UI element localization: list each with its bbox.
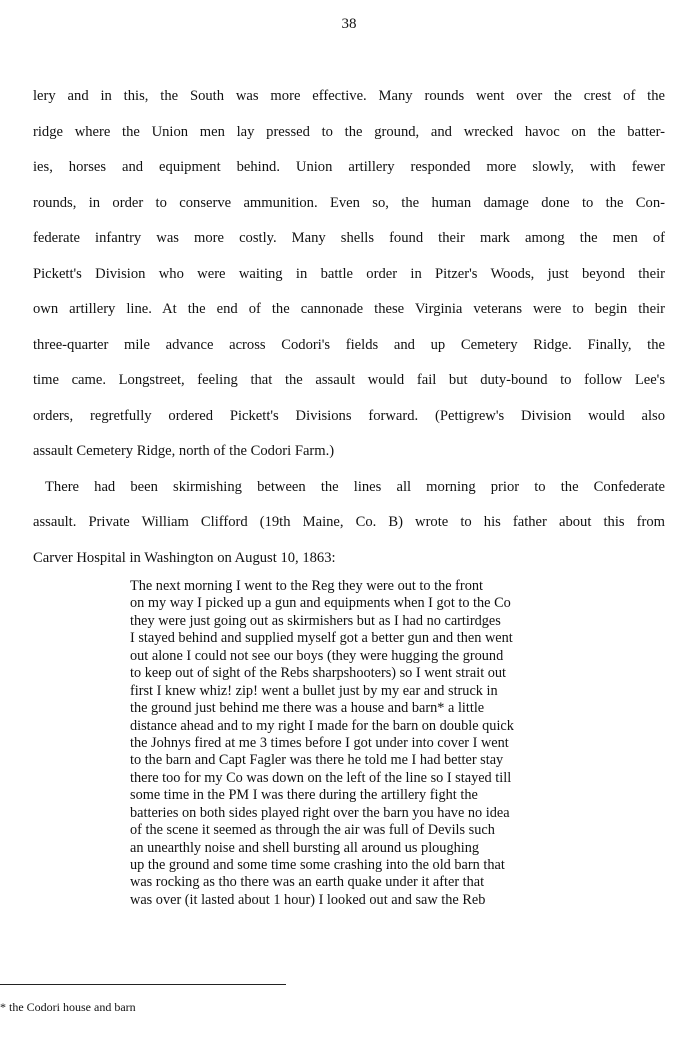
paragraph-line: There had been skirmishing between the lines all morning prior to the Confederate: [45, 478, 665, 495]
quote-line: The next morning I went to the Reg they were out to the front: [130, 578, 483, 594]
paragraph-line: Carver Hospital in Washington on August 10, 1863:: [33, 549, 336, 566]
quote-line: to keep out of sight of the Rebs sharpshooters) so I went strait out: [130, 665, 507, 682]
quote-line: to the barn and Capt Fagler was there he told me I had better stay: [130, 752, 504, 769]
paragraph-line: time came. Longstreet, feeling that the assault would fail but duty-bound to follow Lee's: [33, 372, 665, 388]
quote-line: was rocking as tho there was an earth quake under it after that: [130, 874, 485, 891]
quote-line: batteries on both sides played right over the barn you have no idea: [130, 804, 510, 821]
quote-line: was over (it lasted about 1 hour) I looked out and saw the Reb: [130, 891, 486, 908]
quote-line: I stayed behind and supplied myself got a better gun and then went: [130, 630, 513, 647]
footnote-divider: [0, 984, 286, 985]
quote-line: distance ahead and to my right I made for the barn on double quick: [130, 717, 514, 734]
paragraph-line: own artillery line. At the end of the cannonade these Virginia veterans were to begin their: [33, 301, 665, 317]
paragraph-line: lery and in this, the South was more effective. Many rounds went over the crest of the: [33, 88, 665, 104]
paragraph-line: rounds, in order to conserve ammunition. Even so, the human damage done to the Con-: [33, 194, 665, 211]
quote-line: on my way I picked up a gun and equipments when I got to the Co: [130, 595, 511, 612]
quote-line: the ground just behind me there was a house and barn* a little: [130, 700, 485, 717]
paragraph-line: assault Cemetery Ridge, north of the Codori Farm.): [33, 443, 335, 459]
paragraph-line: ridge where the Union men lay pressed to the ground, and wrecked havoc on the batter-: [33, 123, 665, 140]
quote-line: of the scene it seemed as through the air was full of Devils such: [130, 822, 495, 839]
paragraph-line: orders, regretfully ordered Pickett's Divisions forward. (Pettigrew's Division would also: [33, 407, 665, 424]
footnote: * the Codori house and barn: [0, 1000, 136, 1014]
quote-line: there too for my Co was down on the left of the line so I stayed till: [130, 769, 512, 786]
quote-line: out alone I could not see our boys (they were hugging the ground: [130, 647, 504, 664]
paragraph-line: assault. Private William Clifford (19th Maine, Co. B) wrote to his father about this from: [33, 514, 665, 530]
letter-quote: [130, 578, 670, 909]
page-number: 38: [341, 16, 357, 32]
quote-line: some time in the PM I was there during the artillery fight the: [130, 787, 478, 804]
quote-line: first I knew whiz! zip! went a bullet just by my ear and struck in: [130, 682, 498, 699]
body-text: [33, 84, 665, 581]
paragraph-line: federate infantry was more costly. Many shells found their mark among the men of: [33, 230, 665, 246]
paragraph-line: three-quarter mile advance across Codori's fields and up Cemetery Ridge. Finally, the: [33, 336, 665, 353]
quote-line: the Johnys fired at me 3 times before I got under into cover I went: [130, 734, 509, 751]
quote-line: up the ground and some time some crashing into the old barn that: [130, 857, 505, 873]
paragraph-line: Pickett's Division who were waiting in battle order in Pitzer's Woods, just beyond their: [33, 265, 665, 282]
quote-line: they were just going out as skirmishers but as I had no cartirdges: [130, 612, 501, 629]
quote-line: an unearthly noise and shell bursting all around us ploughing: [130, 839, 480, 856]
paragraph-line: ies, horses and equipment behind. Union artillery responded more slowly, with fewer: [33, 159, 665, 175]
